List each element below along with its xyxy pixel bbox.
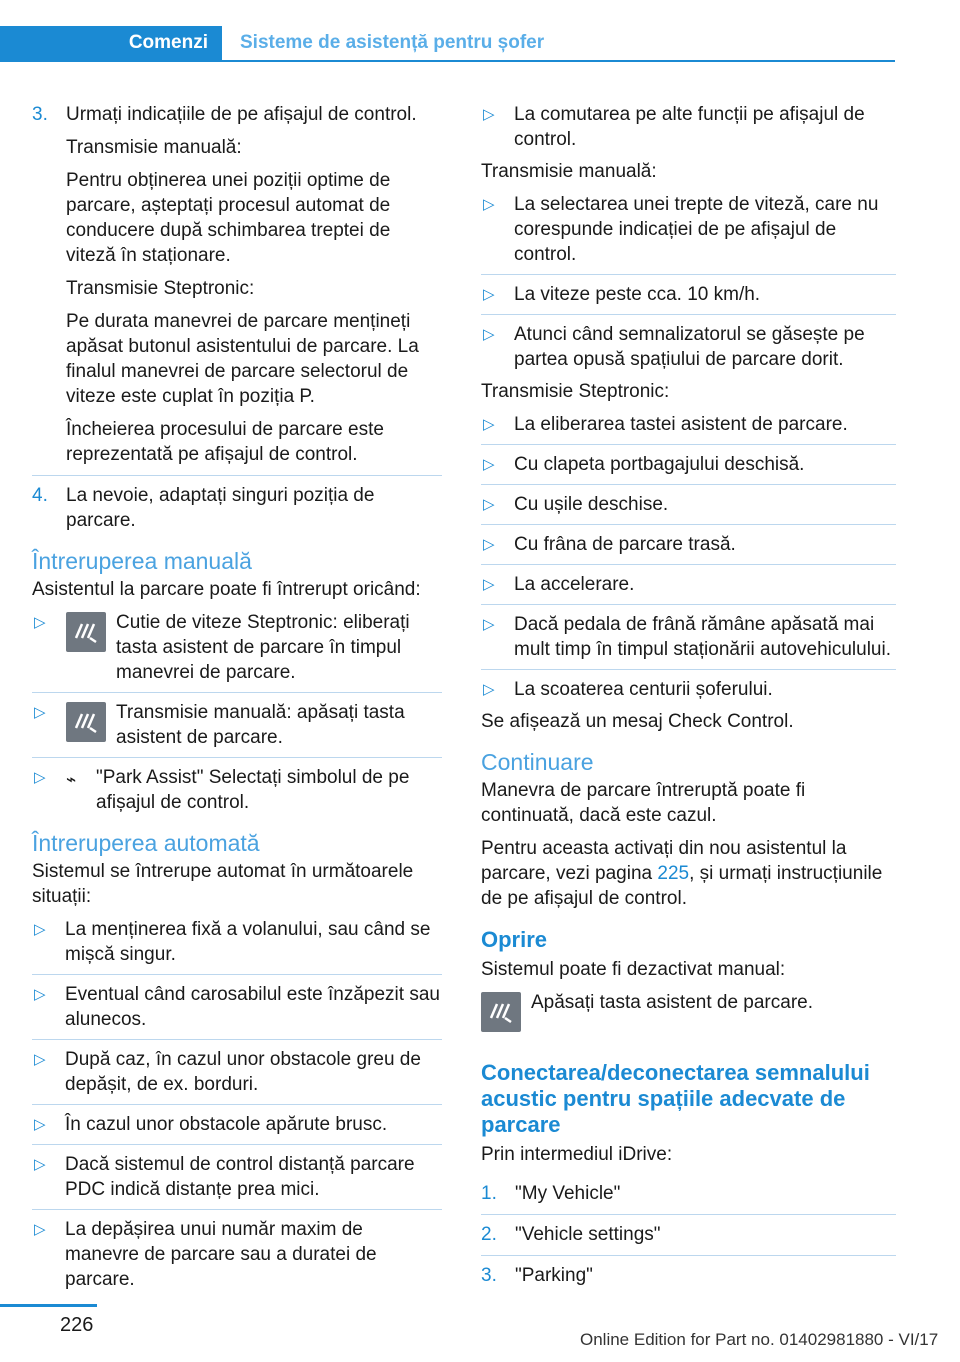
manual-label: Transmisie manuală: [66,137,242,158]
sound-intro: Prin intermediul iDrive: [481,1144,673,1165]
list-item [32,1112,442,1137]
list-item [481,452,896,477]
footer-rule [0,1304,97,1307]
triangle-bullet-icon: ▷ [34,1156,46,1173]
bullet-text: Dacă pedala de frână rămâne apăsată mai mult timp în timpul staționării autovehiculului. [514,614,892,660]
triangle-bullet-icon: ▷ [34,986,46,1003]
list-item [32,917,442,967]
bullet-text: Cu ușile deschise. [514,494,669,515]
list-item [32,1217,442,1292]
steptronic-label: Transmisie Steptronic: [481,381,670,402]
list-item [32,982,442,1032]
divider [481,1255,896,1256]
bullet-text: La viteze peste cca. 10 km/h. [514,284,761,305]
heading-stop: Oprire [481,927,548,952]
park-assist-symbol-icon: ⌁ [66,770,77,789]
heading-manual-interrupt: Întreruperea manuală [32,548,252,574]
divider [32,475,442,476]
list-item [481,532,896,557]
stop-text: Apăsați tasta asistent de parcare. [531,992,813,1013]
divider [32,1144,442,1145]
heading-auto-interrupt: Întreruperea automată [32,830,260,856]
step-4 [32,483,442,533]
auto-list [32,917,442,1292]
list-item [32,1152,442,1202]
step-text: "Vehicle settings" [515,1224,661,1245]
steptronic-label: Transmisie Steptronic: [66,278,255,299]
step-item [481,1222,896,1247]
triangle-bullet-icon: ▷ [483,536,495,553]
bullet-text: La scoaterea centurii șoferului. [514,679,773,700]
section-tab: Comenzi [0,26,222,60]
triangle-bullet-icon: ▷ [34,614,46,631]
step-text: "Parking" [515,1265,593,1286]
divider [481,524,896,525]
bullet-text: Eventual când carosabilul este înzăpezit sau alunecos. [65,984,440,1030]
end-text: Încheierea procesului de parcare este reprezentată pe afișajul de control. [66,419,384,465]
divider [481,444,896,445]
park-assist-button-icon [66,612,106,652]
bullet-text: Dacă sistemul de control distanță parcare PDC indică distanțe prea mici. [65,1154,415,1200]
step-number: 2. [481,1224,497,1245]
divider [481,314,896,315]
chapter-title: Sisteme de asistență pentru șofer [240,32,545,53]
divider [481,669,896,670]
step-number: 1. [481,1183,497,1204]
manual-list [481,192,896,372]
manual-text: Pentru obținerea unei poziții optime de parcare, așteptați procesul automat de conducere după schimbarea treptei de viteză în staționare. [66,170,391,266]
divider [481,484,896,485]
auto-intro: Sistemul se întrerupe automat în următoarele situații: [32,861,414,907]
bullet-text: În cazul unor obstacole apărute brusc. [65,1114,388,1135]
step-text: "My Vehicle" [515,1183,621,1204]
step-number: 4. [32,485,48,506]
triangle-bullet-icon: ▷ [483,106,495,123]
step-number: 3. [481,1265,497,1286]
bullet-text: La depășirea unui număr maxim de manevre de parcare sau a duratei de parcare. [65,1219,377,1290]
list-item [32,765,442,815]
divider [32,974,442,975]
list-item [481,322,896,372]
triangle-bullet-icon: ▷ [483,326,495,343]
step-3 [32,102,442,467]
divider [481,564,896,565]
step-text: La nevoie, adaptați singuri poziția de parcare. [66,485,375,531]
bullet-text: Cutie de viteze Steptronic: eliberați tasta asistent de parcare în timpul manevrei de parcare. [116,612,410,683]
divider [32,757,442,758]
manual-intro: Asistentul la parcare poate fi întrerupt oricând: [32,579,421,600]
list-item [481,572,896,597]
bullet-text: Cu clapeta portbagajului deschisă. [514,454,805,475]
page-header [0,0,895,62]
list-item [481,192,896,267]
triangle-bullet-icon: ▷ [483,416,495,433]
text-part: , și urmați instrucțiunile de pe afișajul de control. [481,863,883,909]
step-item [481,1263,896,1288]
divider [32,1039,442,1040]
steps-list [481,1181,896,1288]
bullet-text: Atunci când semnalizatorul se găsește pe partea opusă spațiului de parcare dorit. [514,324,865,370]
list-item [32,610,442,685]
bullet-text: La comutarea pe alte funcții pe afișajul de control. [514,104,865,150]
triangle-bullet-icon: ▷ [34,704,46,721]
text-part: Pentru aceasta activați din nou asistentul la parcare, vezi pagina [481,838,847,884]
bullet-text: După caz, în cazul unor obstacole greu de depășit, de ex. borduri. [65,1049,421,1095]
steptronic-list [481,412,896,702]
divider [32,1104,442,1105]
edition-info: Online Edition for Part no. 01402981880 - VI/17 [580,1330,939,1349]
triangle-bullet-icon: ▷ [34,1221,46,1238]
bullet-text: Transmisie manuală: apăsați tasta asistent de parcare. [116,702,405,748]
stop-intro: Sistemul poate fi dezactivat manual: [481,959,786,980]
bullet-text: La menținerea fixă a volanului, sau când se mișcă singur. [65,919,431,965]
stop-row [481,990,896,1038]
bullet-text: Cu frâna de parcare trasă. [514,534,736,555]
triangle-bullet-icon: ▷ [483,681,495,698]
divider [481,1214,896,1215]
step-number: 3. [32,104,48,125]
page-number: 226 [60,1314,94,1336]
triangle-bullet-icon: ▷ [34,1116,46,1133]
step-text: Urmați indicațiile de pe afișajul de control. [66,104,417,125]
page-link[interactable]: 225 [657,863,690,884]
list-item [32,700,442,750]
continue-text: Manevra de parcare întreruptă poate fi continuată, dacă este cazul. [481,780,806,826]
bullet-text: La selectarea unei trepte de viteză, care nu corespunde indicației de pe afișajul de control. [514,194,879,265]
triangle-bullet-icon: ▷ [483,286,495,303]
heading-sound: Conectarea/deconectarea semnalului acustic pentru spațiile adecvate de parcare [481,1060,870,1137]
manual-label: Transmisie manuală: [481,161,657,182]
bullet-text: La accelerare. [514,574,635,595]
bullet-text: "Park Assist" Selectați simbolul de pe afișajul de control. [96,767,410,813]
triangle-bullet-icon: ▷ [483,616,495,633]
continue-text-2 [481,836,896,911]
triangle-bullet-icon: ▷ [483,196,495,213]
list-item [32,1047,442,1097]
divider [32,1209,442,1210]
list-item [481,677,896,702]
heading-continue: Continuare [481,749,594,775]
divider [32,692,442,693]
triangle-bullet-icon: ▷ [483,496,495,513]
list-item [481,612,896,662]
divider [481,274,896,275]
triangle-bullet-icon: ▷ [34,921,46,938]
right-column [481,102,896,1296]
check-control-message: Se afișează un mesaj Check Control. [481,711,794,732]
park-assist-button-icon [481,992,521,1032]
triangle-bullet-icon: ▷ [483,576,495,593]
triangle-bullet-icon: ▷ [34,1051,46,1068]
steptronic-text: Pe durata manevrei de parcare mențineți apăsat butonul asistentului de parcare. La finalul manevrei de parcare selectorul de viteze este cuplat în poziția P. [66,311,419,407]
list-item [481,412,896,437]
bullet-text: La eliberarea tastei asistent de parcare. [514,414,848,435]
list-item [481,492,896,517]
divider [481,604,896,605]
list-item [481,282,896,307]
triangle-bullet-icon: ▷ [34,769,46,786]
step-item [481,1181,896,1206]
park-assist-button-icon [66,702,106,742]
header-rule [0,60,895,62]
list-item [481,102,896,152]
left-column [32,102,442,1299]
triangle-bullet-icon: ▷ [483,456,495,473]
